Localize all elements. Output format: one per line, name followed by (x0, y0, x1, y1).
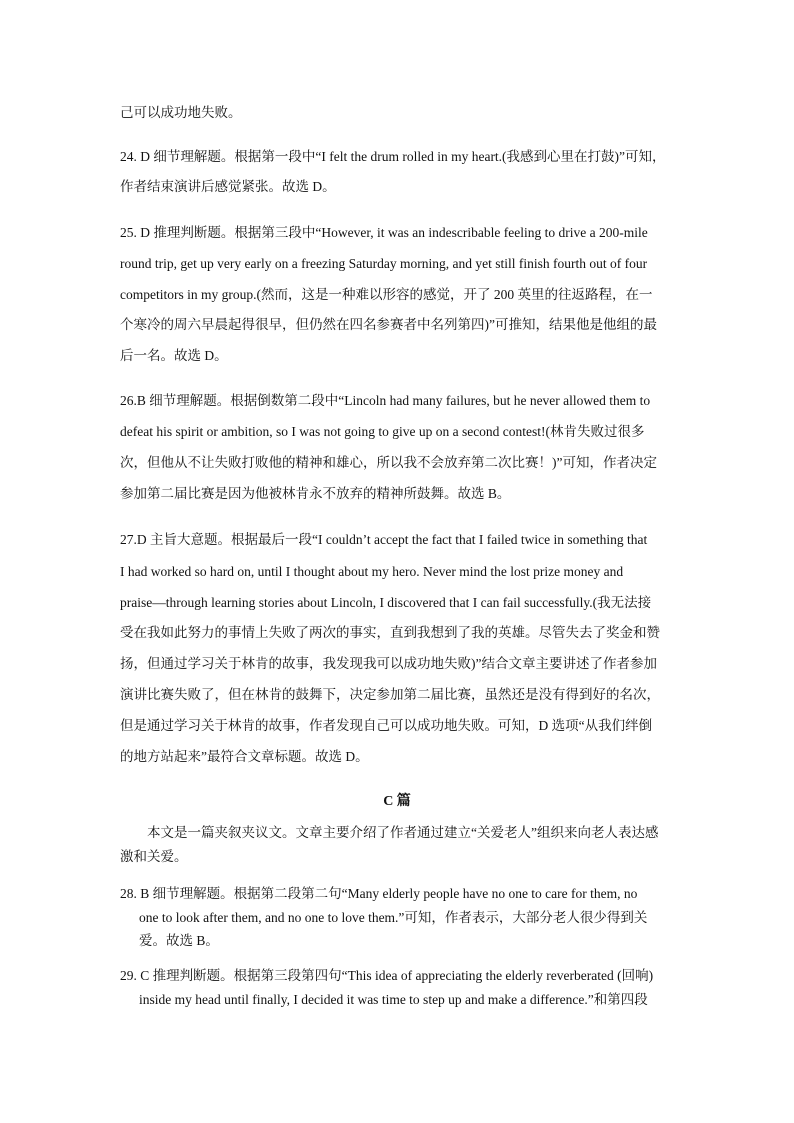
q27-line-4: 受在我如此努力的事情上失败了两次的事实，直到我想到了我的英雄。尽管失去了奖金和赞 (120, 625, 660, 640)
q26-line-2: defeat his spirit or ambition, so I was not going to give up on a second contest!(林肯失败过很多 (120, 424, 645, 439)
q25-line-2: round trip, get up very early on a freezing Saturday morning, and yet still finish fourth out of four (120, 256, 648, 271)
q26-line-4: 参加第二届比赛是因为他被林肯永不放弃的精神所鼓舞。故选 B。 (120, 486, 511, 501)
q27-line-2: I had worked so hard on, until I thought about my hero. Never mind the lost prize money and (120, 564, 624, 579)
q28-line-3: 爱。故选 B。 (139, 933, 219, 948)
section-c-intro-line-1: 本文是一篇夹叙夹议文。文章主要介绍了作者通过建立“关爱老人”组织来向老人表达感 (147, 825, 659, 840)
q25-line-1: 25. D 推理判断题。根据第三段中“However, it was an indescribable feeling to drive a 200-mile (120, 225, 648, 240)
section-c-title: C 篇 (383, 794, 411, 809)
q27-line-1: 27.D 主旨大意题。根据最后一段“I couldn’t accept the fact that I failed twice in something that (120, 532, 648, 547)
carryover-line: 己可以成功地失败。 (120, 105, 242, 120)
section-c-intro-line-2: 激和关爱。 (120, 849, 188, 864)
q28-line-2: one to look after them, and no one to love them.”可知，作者表示，大部分老人很少得到关 (139, 910, 648, 925)
q24-line-1: 24. D 细节理解题。根据第一段中“I felt the drum rolled in my heart.(我感到心里在打鼓)”可知， (120, 149, 666, 164)
q27-line-6: 演讲比赛失败了，但在林肯的鼓舞下，决定参加第二届比赛，虽然还是没有得到好的名次， (120, 687, 660, 702)
q29-line-1: 29. C 推理判断题。根据第三段第四句“This idea of appreciating the elderly reverberated (回响) (120, 968, 654, 983)
q26-line-3: 次，但他从不让失败打败他的精神和雄心，所以我不会放弃第二次比赛！)”可知，作者决定 (120, 455, 657, 470)
q27-line-8: 的地方站起来”最符合文章标题。故选 D。 (120, 749, 369, 764)
q27-line-5: 扬，但通过学习关于林肯的故事，我发现我可以成功地失败)”结合文章主要讲述了作者参加 (120, 656, 657, 671)
q26-line-1: 26.B 细节理解题。根据倒数第二段中“Lincoln had many failures, but he never allowed them to (120, 393, 651, 408)
q24-line-2: 作者结束演讲后感觉紧张。故选 D。 (120, 179, 336, 194)
q27-line-3: praise—through learning stories about Lincoln, I discovered that I can fail successfully.(我无法接 (120, 595, 652, 610)
q29-line-2: inside my head until finally, I decided it was time to step up and make a difference.”和第四段 (139, 992, 648, 1007)
q25-line-3: competitors in my group.(然而，这是一种难以形容的感觉，开了 200 英里的往返路程，在一 (120, 287, 653, 302)
q27-line-7: 但是通过学习关于林肯的故事，作者发现自己可以成功地失败。可知，D 选项“从我们绊倒 (120, 718, 653, 733)
q25-line-4: 个寒冷的周六早晨起得很早，但仍然在四名参赛者中名列第四)”可推知，结果他是他组的最 (120, 317, 657, 332)
q28-line-1: 28. B 细节理解题。根据第二段第二句“Many elderly people have no one to care for them, no (120, 886, 638, 901)
q25-line-5: 后一名。故选 D。 (120, 348, 228, 363)
